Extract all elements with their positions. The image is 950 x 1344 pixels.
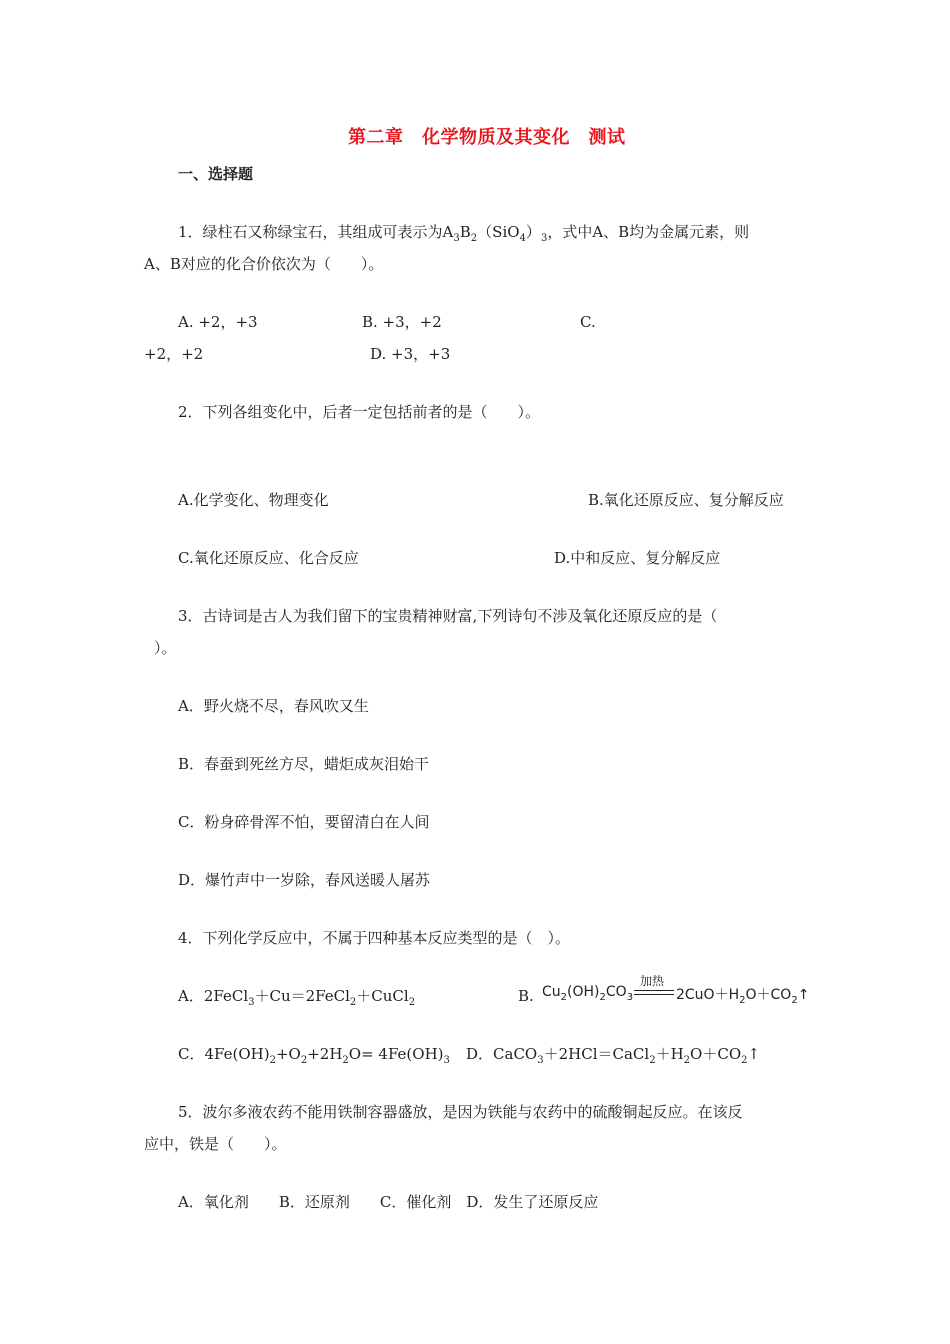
- question-1-stem-line2: A、B对应的化合价依次为（ ）。: [144, 255, 384, 273]
- question-4-option-d: D．$CaCO_3+2HCl=CaCl_2+H_2O+CO_2↑$: [466, 1045, 761, 1066]
- gas-arrow-icon: ↑: [797, 987, 810, 1003]
- question-5-stem-line1: 5．波尔多液农药不能用铁制容器盛放，是因为铁能与农药中的硫酸铜起反应。在该反: [178, 1103, 743, 1121]
- equals-bar-top: [634, 990, 674, 991]
- question-3-option-b: B．春蚕到死丝方尽，蜡炬成灰泪始干: [178, 755, 430, 773]
- question-3-option-c: C．粉身碎骨浑不怕，要留清白在人间: [178, 813, 430, 831]
- question-3-stem-line2: ）。: [154, 639, 177, 657]
- question-3-option-d: D．爆竹声中一岁除，春风送暖人屠苏: [178, 871, 431, 889]
- question-2-option-a: A.化学变化、物理变化: [178, 491, 329, 509]
- question-4-stem: 4．下列化学反应中，不属于四种基本反应类型的是（ ）。: [178, 929, 571, 947]
- question-1-stem-line1: 1．绿柱石又称绿宝石，其组成可表示为$A_3B_2(SiO_4)_3$，式中A、B均为金属元素，则: [178, 223, 750, 244]
- question-4-option-a: A．2FeCl$_3$＋Cu＝2FeCl$_2$＋CuCl$_2$: [178, 987, 416, 1008]
- question-4-option-b-label: B.: [518, 987, 534, 1005]
- question-1-option-a: A. +2，+3: [178, 313, 258, 331]
- section-heading: 一、选择题: [178, 165, 254, 183]
- question-5-options: A．氧化剂 B．还原剂 C．催化剂 D．发生了还原反应: [178, 1193, 599, 1211]
- question-1-option-c-label: C.: [580, 313, 596, 331]
- question-5-stem-line2: 应中，铁是（ ）。: [144, 1135, 287, 1153]
- question-2-option-c: C.氧化还原反应、化合反应: [178, 549, 359, 567]
- question-2-option-b: B.氧化还原反应、复分解反应: [588, 491, 784, 509]
- question-4-option-c: C．$4Fe(OH)_2+O_2+2H_2O= 4Fe(OH)_3$: [178, 1045, 450, 1066]
- question-1-option-b: B. +3，+2: [362, 313, 442, 331]
- question-1-option-d: D. +3，+3: [370, 345, 451, 363]
- gas-arrow-icon: ↑: [747, 1045, 761, 1063]
- page-title: 第二章 化学物质及其变化 测试: [348, 127, 626, 148]
- question-3-stem-line1: 3．古诗词是古人为我们留下的宝贵精神财富,下列诗句不涉及氧化还原反应的是（: [178, 607, 718, 625]
- question-2-option-d: D.中和反应、复分解反应: [554, 549, 721, 567]
- question-3-option-a: A．野火烧不尽，春风吹又生: [178, 697, 369, 715]
- question-4-option-b-reactant: $Cu_2(OH)_2CO_3$: [542, 984, 634, 1003]
- question-4-option-b-product: $2CuO+H_2O+CO_2↑$: [676, 987, 810, 1006]
- equals-bar-bottom: [634, 994, 674, 995]
- question-2-stem: 2．下列各组变化中，后者一定包括前者的是（ ）。: [178, 403, 541, 421]
- question-4-option-b-condition: 加热: [640, 974, 665, 988]
- question-1-option-c-value: +2，+2: [144, 345, 204, 363]
